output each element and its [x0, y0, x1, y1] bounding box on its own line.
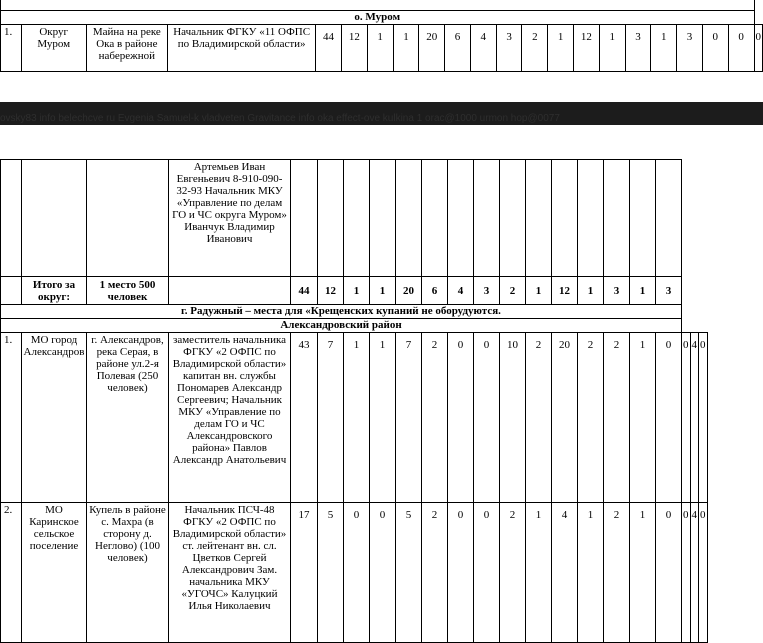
- value-cell: 2: [422, 503, 448, 643]
- value-cell: 2: [500, 503, 526, 643]
- table-row: [1, 24, 763, 71]
- value-cell: 44: [316, 24, 342, 71]
- total-value: 6: [422, 277, 448, 305]
- value-cell: 4: [690, 503, 699, 643]
- value-cell: 2: [604, 503, 630, 643]
- value-cell: 4: [470, 24, 496, 71]
- value-cell: 0: [448, 503, 474, 643]
- total-row: [1, 277, 708, 305]
- value-cell: 4: [690, 333, 699, 503]
- value-cell: 0: [344, 503, 370, 643]
- value-cell: 0: [448, 333, 474, 503]
- value-cell: 2: [604, 333, 630, 503]
- total-value: 20: [396, 277, 422, 305]
- section-title-aleksandrov: Александровский район: [1, 319, 682, 333]
- value-cell: 12: [341, 24, 367, 71]
- value-cell: 43: [291, 333, 318, 503]
- value-cell: 1: [548, 24, 574, 71]
- value-cell: 6: [445, 24, 471, 71]
- total-value: 12: [552, 277, 578, 305]
- value-cell: 0: [728, 24, 754, 71]
- value-cell: 17: [291, 503, 318, 643]
- value-cell: 0: [682, 503, 691, 643]
- value-cell: 0: [656, 333, 682, 503]
- total-value: 1: [578, 277, 604, 305]
- responsible-cell: Начальник ФГКУ «11 ОФПС по Владимирской области»: [168, 24, 316, 71]
- value-cell: 4: [552, 503, 578, 643]
- table-row: [1, 503, 708, 643]
- value-cell: 0: [699, 503, 708, 643]
- total-place: 1 место 500 человек: [87, 277, 169, 305]
- value-cell: 2: [578, 333, 604, 503]
- table-row: [1, 0, 763, 10]
- value-cell: 5: [396, 503, 422, 643]
- row-number: 2.: [1, 503, 22, 643]
- section-header-row: [1, 319, 708, 333]
- value-cell: 7: [396, 333, 422, 503]
- value-cell: 1: [578, 503, 604, 643]
- value-cell: 0: [682, 333, 691, 503]
- value-cell: 5: [318, 503, 344, 643]
- responsible-cell: заместитель начальника ФГКУ «2 ОФПС по Владимирской области» капитан вн. службы Пономарев Александр Сергеевич; Начальник МКУ «Управление по делам ГО и ЧС Александровского района» Павлов Александр Анатольевич: [169, 333, 291, 503]
- value-cell: 3: [677, 24, 703, 71]
- place-cell: Купель в районе с. Махра (в сторону д. Неглово) (100 человек): [87, 503, 169, 643]
- value-cell: 0: [699, 333, 708, 503]
- district-cell: Округ Муром: [21, 24, 86, 71]
- table-murom: [0, 0, 763, 72]
- value-cell: 20: [419, 24, 445, 71]
- value-cell: 1: [599, 24, 625, 71]
- raduzhny-note: г. Радужный – места для «Крещенских купаний не оборудуются.: [1, 305, 682, 319]
- value-cell: 0: [656, 503, 682, 643]
- value-cell: 3: [496, 24, 522, 71]
- district-cell: МО город Александров: [22, 333, 87, 503]
- value-cell: 0: [754, 24, 763, 71]
- value-cell: 1: [651, 24, 677, 71]
- total-value: 3: [656, 277, 682, 305]
- strip-text: ovsky83 info belechcve ru Evgenia Samuel-k vladveten Gravitance info oka effect-ove kulkina 1 orac@1000 urmon hop@0077: [0, 113, 560, 124]
- total-value: 4: [448, 277, 474, 305]
- note-row: [1, 305, 708, 319]
- total-value: 1: [370, 277, 396, 305]
- row-number: 1.: [1, 24, 22, 71]
- value-cell: 0: [474, 503, 500, 643]
- value-cell: 0: [370, 503, 396, 643]
- total-label: Итого за округ:: [22, 277, 87, 305]
- value-cell: 1: [630, 333, 656, 503]
- page-break-strip: [0, 102, 763, 125]
- table-main: [0, 159, 708, 643]
- value-cell: 10: [500, 333, 526, 503]
- value-cell: 2: [522, 24, 548, 71]
- value-cell: 2: [526, 333, 552, 503]
- value-cell: 12: [573, 24, 599, 71]
- value-cell: 1: [370, 333, 396, 503]
- place-cell: Майна на реке Ока в районе набережной: [86, 24, 168, 71]
- total-value: 1: [344, 277, 370, 305]
- row-number: 1.: [1, 333, 22, 503]
- value-cell: 1: [630, 503, 656, 643]
- total-value: 2: [500, 277, 526, 305]
- value-cell: 0: [474, 333, 500, 503]
- value-cell: 1: [526, 503, 552, 643]
- value-cell: 7: [318, 333, 344, 503]
- total-value: 3: [604, 277, 630, 305]
- responsible-cell: Артемьев Иван Евгеньевич 8-910-090-32-93 Начальник МКУ «Управление по делам ГО и ЧС округа Муром» Иванчук Владимир Иванович: [169, 160, 291, 277]
- section-header-row: [1, 10, 763, 24]
- total-value: 12: [318, 277, 344, 305]
- value-cell: 1: [393, 24, 419, 71]
- total-value: 1: [630, 277, 656, 305]
- value-cell: 1: [344, 333, 370, 503]
- value-cell: 2: [422, 333, 448, 503]
- responsible-cell: Начальник ПСЧ-48 ФГКУ «2 ОФПС по Владимирской области» ст. лейтенант вн. сл. Цветков Сергей Александрович Зам. начальника МКУ «УГОЧС» Калуцкий Илья Николаевич: [169, 503, 291, 643]
- value-cell: 1: [367, 24, 393, 71]
- value-cell: 0: [702, 24, 728, 71]
- total-value: 44: [291, 277, 318, 305]
- value-cell: 20: [552, 333, 578, 503]
- place-cell: г. Александров, река Серая, в районе ул.2-я Полевая (250 человек): [87, 333, 169, 503]
- total-value: 1: [526, 277, 552, 305]
- table-row: [1, 333, 708, 503]
- total-value: 3: [474, 277, 500, 305]
- section-title-murom: о. Муром: [1, 10, 755, 24]
- table-row: [1, 160, 708, 277]
- value-cell: 3: [625, 24, 651, 71]
- district-cell: МО Каринское сельское поселение: [22, 503, 87, 643]
